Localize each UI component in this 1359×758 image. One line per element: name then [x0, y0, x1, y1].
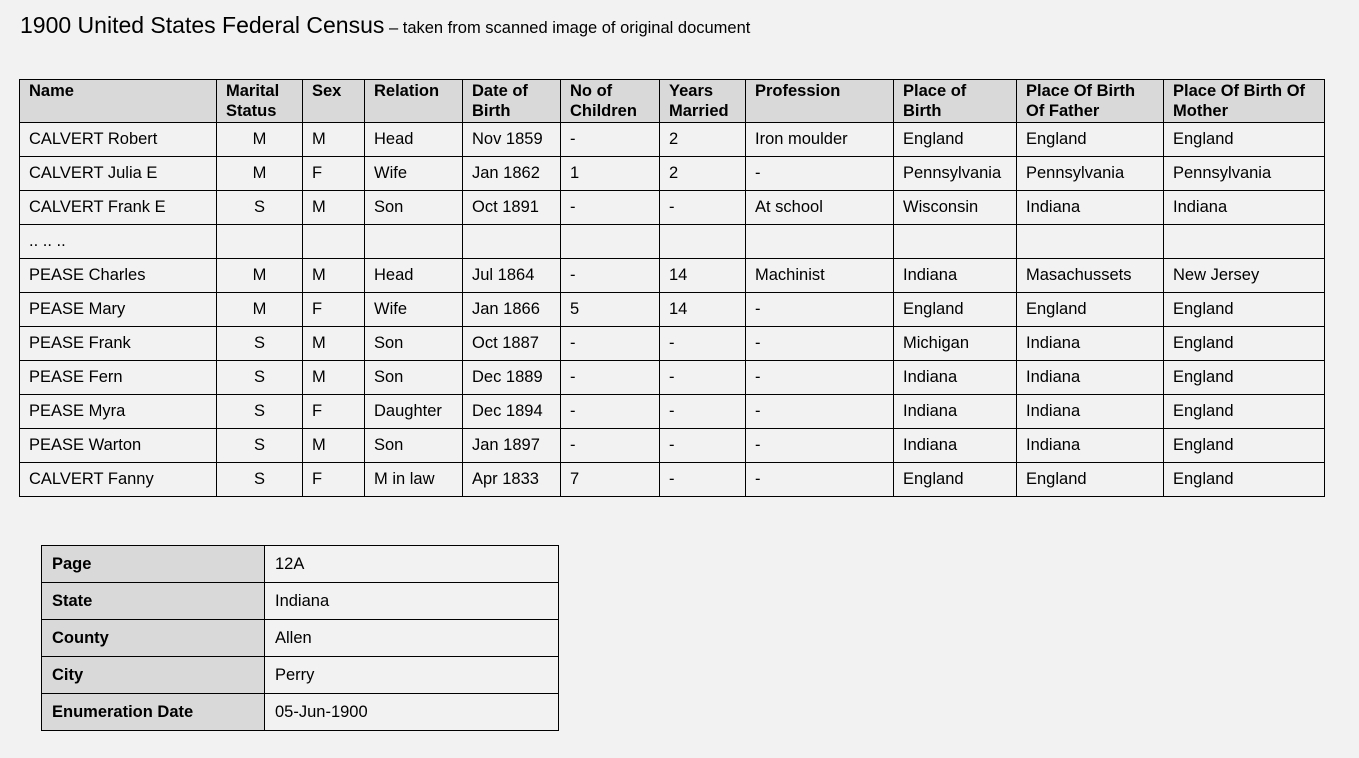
table-cell: - — [746, 463, 894, 497]
table-row — [20, 463, 1325, 497]
table-cell — [217, 225, 303, 259]
header-mother-birthplace: Place Of Birth Of Mother — [1164, 80, 1325, 123]
table-row — [20, 395, 1325, 429]
table-cell: England — [1164, 395, 1325, 429]
table-cell: 5 — [561, 293, 660, 327]
table-cell: - — [561, 395, 660, 429]
info-value: 12A — [265, 546, 559, 583]
table-cell: - — [660, 327, 746, 361]
table-cell: England — [1017, 463, 1164, 497]
table-cell: Jan 1866 — [463, 293, 561, 327]
info-label: Enumeration Date — [42, 694, 265, 731]
table-cell: England — [894, 293, 1017, 327]
table-cell: Jan 1897 — [463, 429, 561, 463]
table-cell: Head — [365, 259, 463, 293]
table-cell — [660, 225, 746, 259]
table-row — [20, 429, 1325, 463]
info-row — [42, 620, 559, 657]
header-father-birthplace: Place Of Birth Of Father — [1017, 80, 1164, 123]
table-cell: Wife — [365, 293, 463, 327]
table-cell: Indiana — [894, 259, 1017, 293]
table-cell: M — [217, 259, 303, 293]
header-no-of-children: No of Children — [561, 80, 660, 123]
table-cell: M — [303, 429, 365, 463]
table-cell — [561, 225, 660, 259]
header-marital-status: Marital Status — [217, 80, 303, 123]
table-cell: S — [217, 361, 303, 395]
table-cell — [1017, 225, 1164, 259]
info-label: County — [42, 620, 265, 657]
table-cell: England — [1164, 123, 1325, 157]
table-cell: England — [1017, 293, 1164, 327]
table-cell: - — [746, 327, 894, 361]
table-cell: M — [303, 123, 365, 157]
table-cell: F — [303, 395, 365, 429]
info-value: Perry — [265, 657, 559, 694]
table-row — [20, 327, 1325, 361]
table-cell: - — [561, 327, 660, 361]
table-cell: England — [1164, 463, 1325, 497]
table-cell: England — [894, 123, 1017, 157]
header-profession: Profession — [746, 80, 894, 123]
info-label: City — [42, 657, 265, 694]
table-cell — [746, 225, 894, 259]
table-cell: At school — [746, 191, 894, 225]
table-cell: England — [1164, 429, 1325, 463]
table-row — [20, 361, 1325, 395]
table-cell: Nov 1859 — [463, 123, 561, 157]
table-cell: Dec 1894 — [463, 395, 561, 429]
table-cell: F — [303, 157, 365, 191]
table-cell: - — [660, 463, 746, 497]
table-cell: Indiana — [1017, 361, 1164, 395]
census-header-row — [20, 80, 1325, 123]
table-cell: - — [746, 361, 894, 395]
table-cell: Indiana — [1017, 395, 1164, 429]
info-value: Allen — [265, 620, 559, 657]
table-cell: 2 — [660, 123, 746, 157]
table-cell: S — [217, 191, 303, 225]
table-cell: - — [561, 429, 660, 463]
table-cell: M — [217, 157, 303, 191]
table-cell: New Jersey — [1164, 259, 1325, 293]
header-date-of-birth: Date of Birth — [463, 80, 561, 123]
table-cell: S — [217, 395, 303, 429]
info-value: Indiana — [265, 583, 559, 620]
table-cell: Oct 1887 — [463, 327, 561, 361]
table-cell: Jul 1864 — [463, 259, 561, 293]
header-relation: Relation — [365, 80, 463, 123]
table-cell: Head — [365, 123, 463, 157]
table-cell: 2 — [660, 157, 746, 191]
table-cell: 14 — [660, 293, 746, 327]
table-cell: England — [1164, 327, 1325, 361]
table-cell: Michigan — [894, 327, 1017, 361]
info-label: State — [42, 583, 265, 620]
table-cell: - — [561, 123, 660, 157]
table-row — [20, 259, 1325, 293]
page-title — [20, 12, 750, 39]
table-cell: .. .. .. — [20, 225, 217, 259]
census-table — [19, 79, 1325, 497]
table-cell: Pennsylvania — [1164, 157, 1325, 191]
info-label: Page — [42, 546, 265, 583]
table-cell: Son — [365, 327, 463, 361]
table-cell: - — [660, 361, 746, 395]
title-subtitle: – taken from scanned image of original document — [384, 19, 751, 37]
table-cell: Son — [365, 191, 463, 225]
table-cell: M — [303, 191, 365, 225]
table-cell: Jan 1862 — [463, 157, 561, 191]
info-row — [42, 694, 559, 731]
table-cell: M — [217, 123, 303, 157]
table-cell: PEASE Charles — [20, 259, 217, 293]
table-cell — [894, 225, 1017, 259]
table-cell: S — [217, 327, 303, 361]
header-name: Name — [20, 80, 217, 123]
table-cell: Machinist — [746, 259, 894, 293]
table-cell: F — [303, 463, 365, 497]
table-cell: Oct 1891 — [463, 191, 561, 225]
table-cell: England — [894, 463, 1017, 497]
table-cell: CALVERT Julia E — [20, 157, 217, 191]
table-cell: - — [746, 395, 894, 429]
table-cell — [365, 225, 463, 259]
table-cell: PEASE Myra — [20, 395, 217, 429]
table-cell: 1 — [561, 157, 660, 191]
table-cell: - — [746, 429, 894, 463]
table-cell: - — [746, 293, 894, 327]
table-cell: M — [217, 293, 303, 327]
table-cell: Indiana — [1164, 191, 1325, 225]
table-cell: Pennsylvania — [1017, 157, 1164, 191]
table-cell: Indiana — [894, 429, 1017, 463]
table-cell: Son — [365, 361, 463, 395]
header-place-of-birth: Place of Birth — [894, 80, 1017, 123]
table-cell: 14 — [660, 259, 746, 293]
table-row — [20, 191, 1325, 225]
header-sex: Sex — [303, 80, 365, 123]
table-row — [20, 293, 1325, 327]
table-cell: Indiana — [894, 395, 1017, 429]
table-row — [20, 123, 1325, 157]
table-cell: S — [217, 429, 303, 463]
table-cell: S — [217, 463, 303, 497]
table-cell: Wisconsin — [894, 191, 1017, 225]
table-cell — [303, 225, 365, 259]
table-cell: - — [561, 361, 660, 395]
table-cell: M in law — [365, 463, 463, 497]
table-cell: - — [746, 157, 894, 191]
table-cell: PEASE Frank — [20, 327, 217, 361]
record-info-table — [41, 545, 559, 731]
table-cell: - — [660, 191, 746, 225]
table-cell: England — [1017, 123, 1164, 157]
table-cell: Wife — [365, 157, 463, 191]
table-row — [20, 157, 1325, 191]
table-cell: F — [303, 293, 365, 327]
info-row — [42, 546, 559, 583]
table-cell: PEASE Fern — [20, 361, 217, 395]
table-cell: England — [1164, 361, 1325, 395]
table-cell: - — [561, 191, 660, 225]
table-cell: CALVERT Frank E — [20, 191, 217, 225]
table-cell: Indiana — [1017, 327, 1164, 361]
table-cell: Daughter — [365, 395, 463, 429]
table-cell: PEASE Mary — [20, 293, 217, 327]
table-cell: 7 — [561, 463, 660, 497]
table-cell: - — [660, 395, 746, 429]
table-cell — [463, 225, 561, 259]
table-cell: Indiana — [894, 361, 1017, 395]
table-cell: - — [561, 259, 660, 293]
table-cell: Indiana — [1017, 429, 1164, 463]
table-cell: M — [303, 361, 365, 395]
table-cell: Apr 1833 — [463, 463, 561, 497]
info-row — [42, 583, 559, 620]
info-row — [42, 657, 559, 694]
table-cell: CALVERT Fanny — [20, 463, 217, 497]
table-cell — [1164, 225, 1325, 259]
table-cell: - — [660, 429, 746, 463]
table-cell: M — [303, 259, 365, 293]
table-cell: England — [1164, 293, 1325, 327]
table-cell: M — [303, 327, 365, 361]
table-row — [20, 225, 1325, 259]
table-cell: Iron moulder — [746, 123, 894, 157]
title-main: 1900 United States Federal Census — [20, 12, 385, 38]
header-years-married: Years Married — [660, 80, 746, 123]
table-cell: Son — [365, 429, 463, 463]
table-cell: CALVERT Robert — [20, 123, 217, 157]
table-cell: Indiana — [1017, 191, 1164, 225]
table-cell: PEASE Warton — [20, 429, 217, 463]
table-cell: Pennsylvania — [894, 157, 1017, 191]
table-cell: Masachussets — [1017, 259, 1164, 293]
table-cell: Dec 1889 — [463, 361, 561, 395]
info-value: 05-Jun-1900 — [265, 694, 559, 731]
